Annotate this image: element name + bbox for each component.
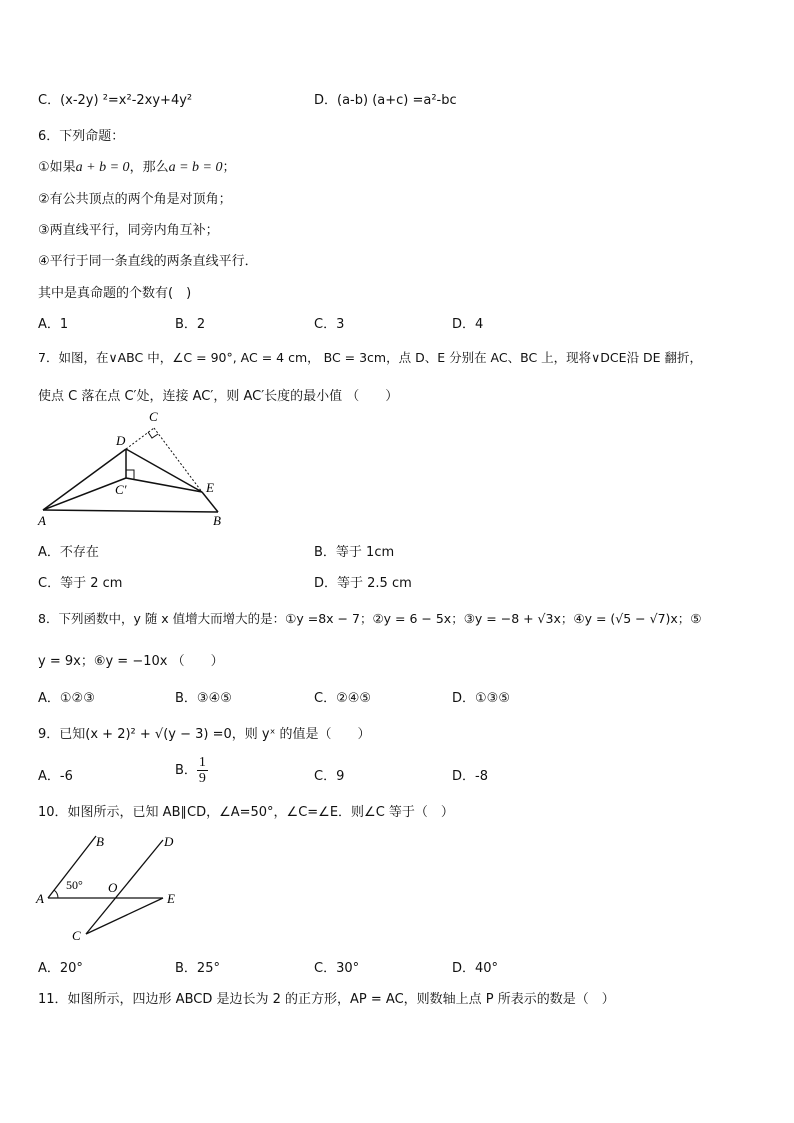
q7-option-a: A．不存在: [38, 545, 99, 560]
q6-item-4: ④平行于同一条直线的两条直线平行．: [38, 254, 258, 269]
q7-stem-line2: 使点 C 落在点 C′处，连接 AC′，则 AC′长度的最小值 （ ）: [38, 389, 399, 404]
q9-option-b: [175, 755, 208, 786]
q7-label-e: E: [206, 480, 214, 495]
q7-figure: [30, 405, 240, 530]
q6-item-1-mid: ，那么: [129, 160, 169, 175]
q6-option-b: B．2: [175, 317, 206, 332]
q6-item-1-math2: a = b = 0: [168, 160, 223, 175]
q5-option-c: C．(x-2y) ²=x²-2xy+4y²: [38, 93, 193, 108]
q7-label-a: A: [38, 513, 46, 528]
q7-label-c-prime: C′: [115, 482, 127, 497]
q7-segment-eb: [202, 492, 218, 512]
q9-option-b-fraction: [197, 755, 208, 786]
q10-line-ce: [86, 898, 163, 934]
q7-label-c: C: [149, 409, 158, 424]
q10-option-a: A．20°: [38, 961, 83, 976]
q10-option-b: B．25°: [175, 961, 220, 976]
q7-label-b: B: [213, 513, 221, 528]
q7-dashed-dc: [126, 428, 154, 449]
q10-angle-arc: [54, 890, 58, 898]
q9-option-d: D．-8: [452, 769, 488, 784]
q10-label-c: C: [72, 928, 81, 943]
q7-segment-ab: [43, 510, 218, 512]
q6-option-a: A．1: [38, 317, 69, 332]
q6-item-3: ③两直线平行，同旁内角互补；: [38, 223, 219, 238]
q10-label-b: B: [96, 834, 104, 849]
q10-figure: [30, 828, 190, 946]
q7-option-c: C．等于 2 cm: [38, 576, 123, 591]
q10-label-e: E: [167, 891, 175, 906]
q9-stem: 9．已知(x + 2)² + √(y − 3) =0，则 yˣ 的值是（ ）: [38, 727, 371, 742]
q6-item-1: [38, 156, 236, 176]
q7-option-d: D．等于 2.5 cm: [314, 576, 412, 591]
q6-item-1-pre: ①如果: [38, 160, 76, 175]
q8-stem-line1: 8．下列函数中，y 随 x 值增大而增大的是：①y =8x − 7；②y = 6 − 5x；③y = −8 + √3x；④y = (√5 − √7)x；⑤: [38, 611, 702, 626]
q7-right-angle-c: [148, 432, 158, 438]
q10-line-cd: [86, 840, 163, 934]
q8-option-d: D．①③⑤: [452, 691, 510, 706]
q6-option-c: C．3: [314, 317, 345, 332]
q8-option-b: B．③④⑤: [175, 691, 232, 706]
q10-stem: 10．如图所示，已知 AB∥CD，∠A=50°，∠C=∠E．则∠C 等于（ ）: [38, 805, 454, 820]
q10-label-o: O: [108, 880, 118, 895]
q10-angle-label: 50°: [66, 878, 83, 892]
q10-label-a: A: [36, 891, 44, 906]
q8-option-c: C．②④⑤: [314, 691, 372, 706]
q10-option-d: D．40°: [452, 961, 499, 976]
q7-dashed-ce: [154, 428, 202, 492]
q6-item-1-post: ；: [222, 160, 236, 175]
q7-segment-ac1: [43, 478, 126, 510]
q9-option-b-denominator: 9: [198, 771, 206, 786]
q10-label-d: D: [164, 834, 174, 849]
q9-option-b-label: B．: [175, 763, 197, 778]
q6-question: 其中是真命题的个数有( ): [38, 286, 192, 301]
q6-option-d: D．4: [452, 317, 484, 332]
q7-label-d: D: [116, 433, 126, 448]
q10-option-c: C．30°: [314, 961, 360, 976]
q9-option-c: C．9: [314, 769, 345, 784]
q9-option-b-numerator: 1: [198, 755, 206, 770]
q7-stem-line1: 7．如图，在∨ABC 中，∠C = 90°, AC = 4 cm， BC = 3cm，点 D、E 分别在 AC、BC 上，现将∨DCE沿 DE 翻折，: [38, 350, 703, 365]
q9-option-a: A．-6: [38, 769, 73, 784]
q7-segment-ad: [43, 449, 126, 510]
q11-stem: 11．如图所示，四边形 ABCD 是边长为 2 的正方形，AP = AC，则数轴上点 P 所表示的数是（ ）: [38, 992, 615, 1007]
q6-item-2: ②有公共顶点的两个角是对顶角；: [38, 192, 232, 207]
q8-option-a: A．①②③: [38, 691, 95, 706]
q6-item-1-math1: a + b = 0: [75, 160, 130, 175]
q7-option-b: B．等于 1cm: [314, 545, 395, 560]
q5-option-d: D．(a-b) (a+c) =a²-bc: [314, 93, 457, 108]
q6-stem: 6．下列命题：: [38, 129, 125, 144]
q8-stem-line2: y = 9x；⑥y = −10x （ ）: [38, 654, 224, 669]
